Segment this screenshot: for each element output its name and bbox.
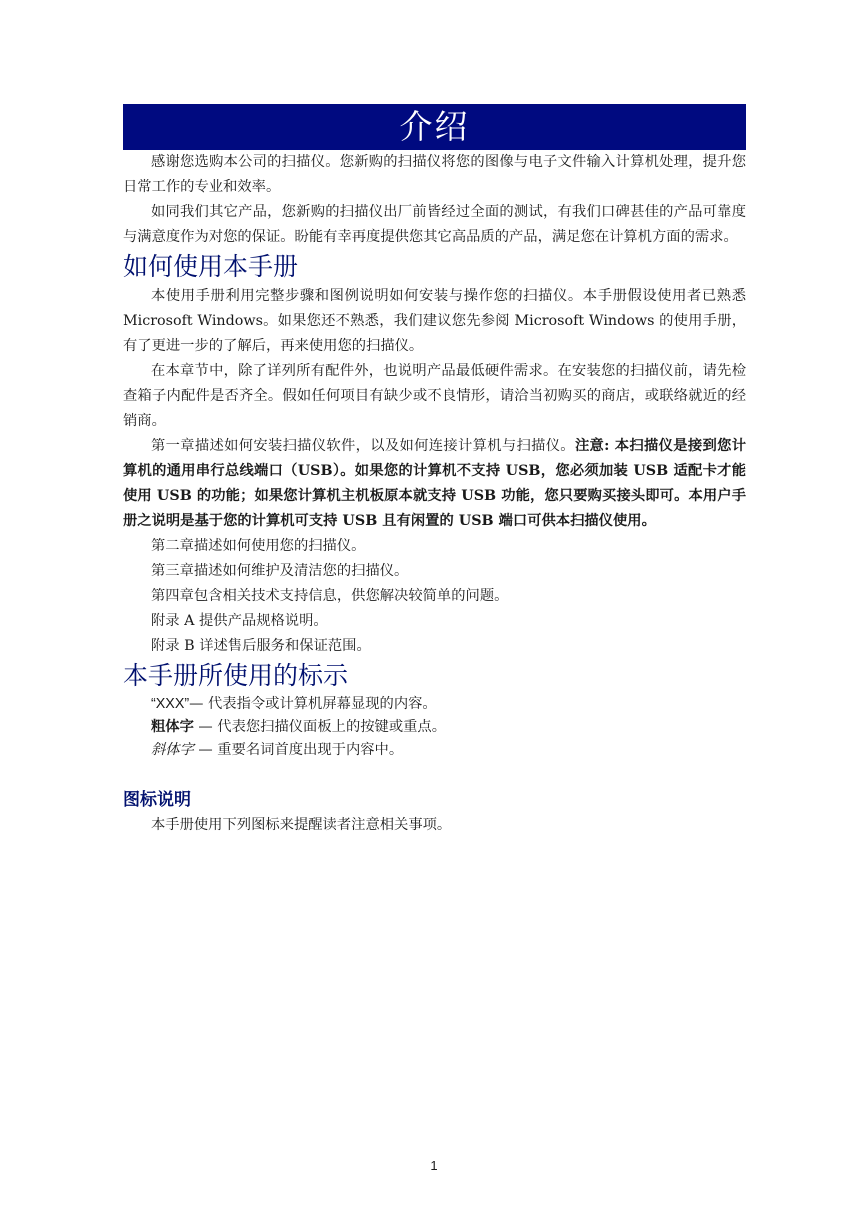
page-number: 1 (430, 1158, 438, 1173)
appendix-b-line: 附录 B 详述售后服务和保证范围。 (151, 638, 371, 654)
convention-quote-term: “XXX” (151, 696, 190, 712)
intro-paragraph-1: 感谢您选购本公司的扫描仪。您新购的扫描仪将您的图像与电子文件输入计算机处理，提升您日常工作的专业和效率。 (123, 154, 746, 195)
convention-bold (123, 716, 746, 739)
intro-paragraph-2: 如同我们其它产品，您新购的扫描仪出厂前皆经过全面的测试，有我们口碑甚佳的产品可靠度与满意度作为对您的保证。盼能有幸再度提供您其它高品质的产品，满足您在计算机方面的需求。 (123, 204, 746, 245)
icons-paragraph: 本手册使用下列图标来提醒读者注意相关事项。 (151, 817, 452, 833)
convention-italic (123, 739, 746, 762)
usage-paragraph-2: 在本章节中，除了详列所有配件外，也说明产品最低硬件需求。在安装您的扫描仪前，请先检查箱子内配件是否齐全。假如任何项目有缺少或不良情形，请洽当初购买的商店，或联络就近的经销商。 (123, 363, 746, 429)
chapter-1-text: 第一章描述如何安装扫描仪软件，以及如何连接计算机与扫描仪。 (151, 438, 575, 454)
convention-quote-desc: — 代表指令或计算机屏幕显现的内容。 (189, 696, 437, 712)
conventions-heading: 本手册所使用的标示 (123, 661, 349, 690)
convention-italic-term: 斜体字 (151, 742, 194, 758)
convention-quote (123, 693, 746, 716)
icons-heading: 图标说明 (123, 790, 191, 810)
convention-bold-term: 粗体字 (151, 719, 194, 735)
usage-paragraph-1: 本使用手册利用完整步骤和图例说明如何安装与操作您的扫描仪。本手册假设使用者已熟悉 Microsoft Windows。如果您还不熟悉，我们建议您先参阅 Microsoft Windows 的使用手册，有了更进一步的了解后，再来使用您的扫描仪。 (123, 288, 746, 354)
usage-heading: 如何使用本手册 (123, 252, 299, 281)
usb-note: 注意: 本扫描仪是接到您计算机的通用串行总线端口（USB）。如果您的计算机不支持 USB，您必须加装 USB 适配卡才能使用 USB 的功能；如果您计算机主机板原本就支持 USB 功能，您只要购买接头即可。本用户手册之说明是基于您的计算机可支持 USB 且有闲置的 USB 端口可供本扫描仪使用。 (123, 438, 746, 529)
convention-bold-desc: — 代表您扫描仪面板上的按键或重点。 (193, 719, 447, 735)
chapter-4-line: 第四章包含相关技术支持信息，供您解决较简单的问题。 (151, 588, 509, 604)
usage-paragraph-3 (123, 434, 746, 534)
chapter-2-line: 第二章描述如何使用您的扫描仪。 (151, 538, 366, 554)
convention-italic-desc: — 重要名词首度出现于内容中。 (193, 742, 404, 758)
intro-banner (123, 104, 746, 150)
document-page (123, 104, 746, 838)
appendix-a-line: 附录 A 提供产品规格说明。 (151, 613, 328, 629)
banner-title: 介绍 (399, 107, 470, 146)
chapter-3-line: 第三章描述如何维护及清洁您的扫描仪。 (151, 563, 409, 579)
